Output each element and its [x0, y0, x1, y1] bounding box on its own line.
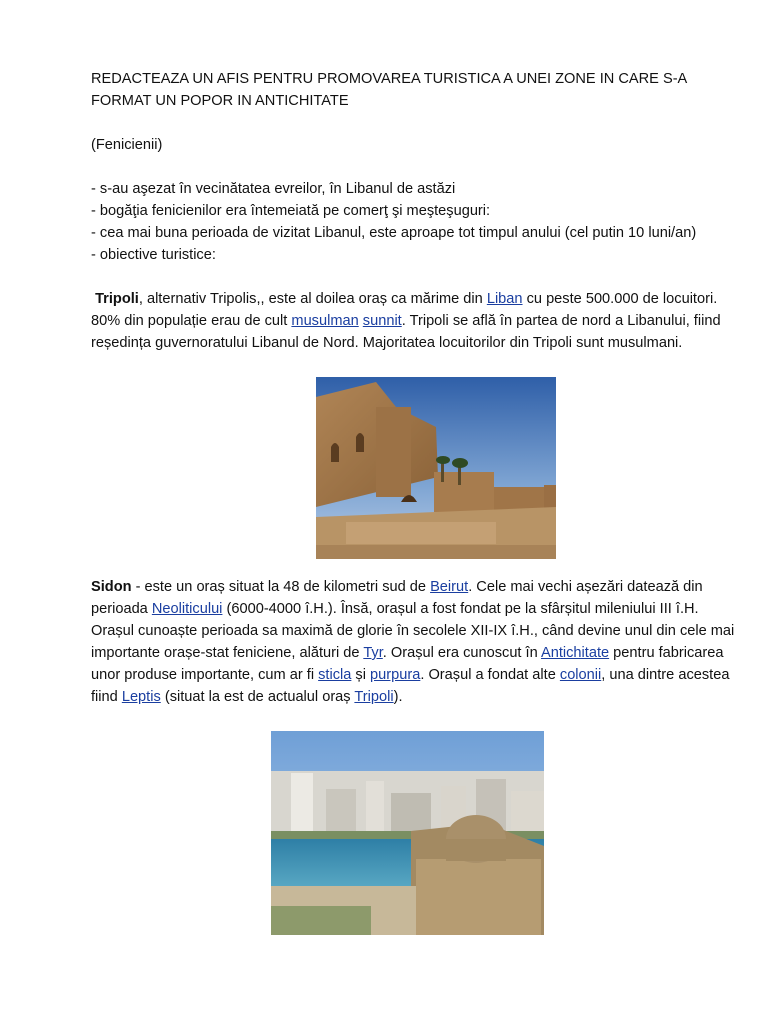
link-leptis[interactable]: Leptis — [121, 689, 161, 705]
paragraph-text: (situat la est de actualul oraș — [160, 689, 355, 705]
document-title — [91, 68, 741, 112]
paragraph-text: . Cele mai vechi așezări datează din perioada — [91, 579, 703, 617]
link-tripoli[interactable]: Tripoli — [354, 689, 394, 705]
paragraph-text: - este un oraș situat la 48 de kilometri sud de — [131, 579, 431, 595]
paragraph-text: . Orașul era cunoscut în — [382, 645, 541, 661]
sidon-sea-castle-photo — [271, 731, 544, 935]
paragraph-text: . Tripoli se află în partea de nord a Libanului, fiind reședința guvernoratului Libanul de Nord. Majoritatea locuitorilor din Tripoli sunt musulmani. — [91, 313, 721, 351]
title-line-1: REDACTEAZA UN AFIS PENTRU PROMOVAREA TURISTICA A UNEI ZONE IN CARE S-A — [91, 71, 688, 87]
bullet-item: - obiective turistice: — [91, 247, 216, 263]
link-sticla[interactable]: sticla — [318, 667, 352, 683]
link-liban[interactable]: Liban — [486, 291, 523, 307]
sidon-paragraph — [91, 576, 741, 708]
tripoli-paragraph — [91, 288, 741, 354]
tripoli-citadel-photo — [316, 377, 556, 559]
link-musulman[interactable]: musulman — [291, 313, 359, 329]
paragraph-text: pentru fabricarea unor produse importante, cum ar fi — [91, 645, 724, 683]
paragraph-text: ). — [393, 689, 403, 705]
paragraph-text: (6000-4000 î.H.). Însă, orașul a fost fondat pe la sfârșitul mileniului III î.H. Orașul cunoaște perioada sa maximă de glorie în secolele XII-IX î.H., când devine unul din cele mai importante orașe-stat feniciene, alături de — [91, 601, 735, 661]
paragraph-text: , una dintre acestea fiind — [91, 667, 730, 705]
tripoli-name: Tripoli — [95, 291, 139, 307]
paragraph-text: și — [351, 667, 371, 683]
bullet-item: - bogăţia fenicienilor era întemeiată pe comerţ şi meşteşuguri: — [91, 203, 491, 219]
bullet-item: - s-au aşezat în vecinătatea evreilor, în Libanul de astăzi — [91, 181, 456, 197]
link-sunnit[interactable]: sunnit — [362, 313, 402, 329]
link-tyr[interactable]: Tyr — [363, 645, 383, 661]
subtitle: (Fenicienii) — [91, 137, 163, 153]
link-antichitate[interactable]: Antichitate — [540, 645, 610, 661]
paragraph-text: , alternativ Tripolis,, este al doilea oraș ca mărime din — [138, 291, 487, 307]
bullet-item: - cea mai buna perioada de vizitat Libanul, este aproape tot timpul anului (cel putin 10 luni/an) — [91, 225, 697, 241]
link-neoliticului[interactable]: Neoliticului — [151, 601, 223, 617]
link-beirut[interactable]: Beirut — [430, 579, 469, 595]
link-purpura[interactable]: purpura — [370, 667, 421, 683]
sidon-name: Sidon — [91, 579, 132, 595]
paragraph-text: . Orașul a fondat alte — [420, 667, 560, 683]
title-line-2: FORMAT UN POPOR IN ANTICHITATE — [91, 93, 349, 109]
link-colonii[interactable]: colonii — [559, 667, 602, 683]
paragraph-text: cu peste 500.000 de locuitori. 80% din populație erau de cult — [91, 291, 718, 329]
bullet-list — [91, 178, 741, 266]
